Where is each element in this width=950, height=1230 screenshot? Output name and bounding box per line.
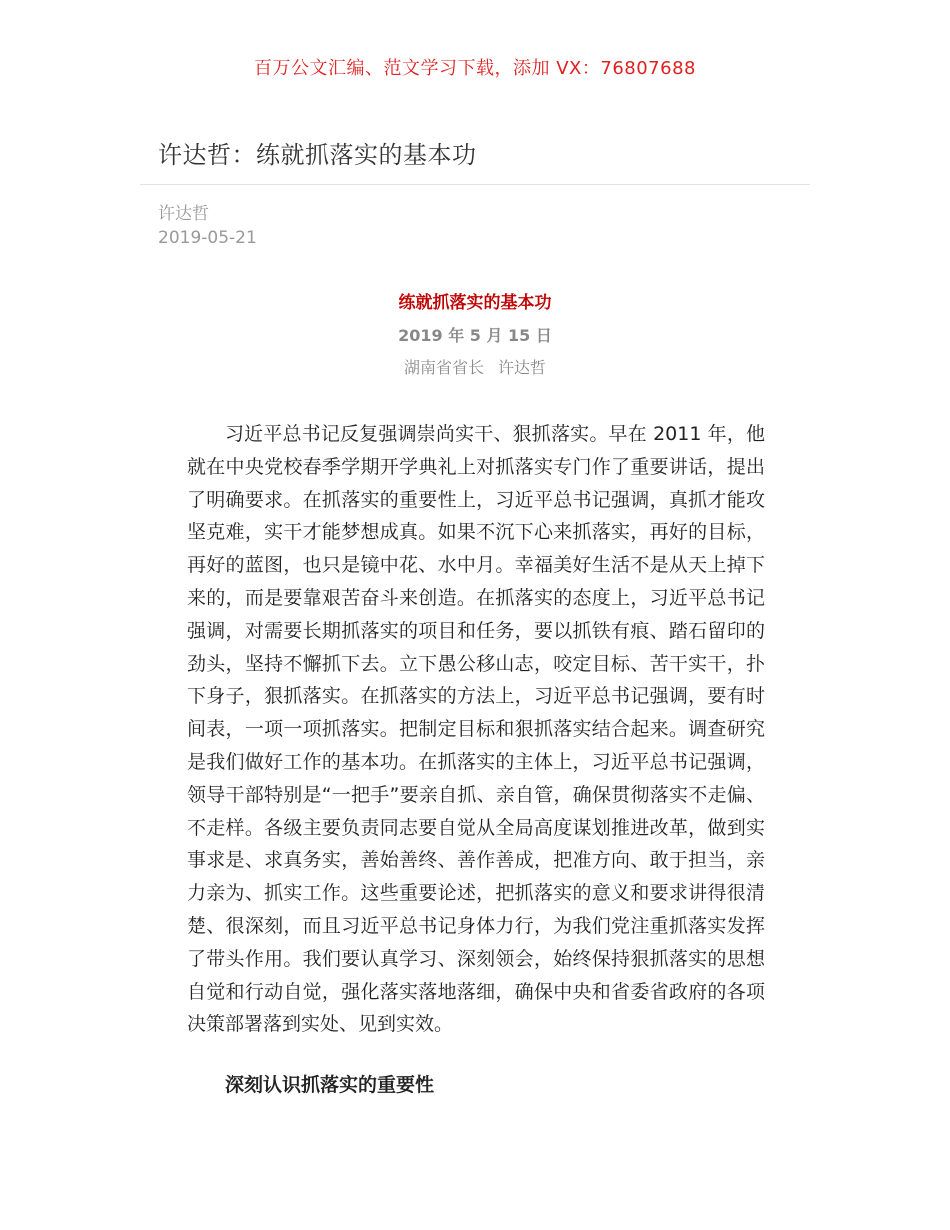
article-byline: [0, 357, 950, 379]
article-date: 2019 年 5 月 15 日: [398, 326, 552, 345]
article-body-paragraph: 习近平总书记反复强调崇尚实干、狠抓落实。早在 2011 年，他就在中央党校春季学期开学典礼上对抓落实专门作了重要讲话，提出了明确要求。在抓落实的重要性上，习近平总书记强调，真抓才能攻坚克难，实干才能梦想成真。如果不沉下心来抓落实，再好的目标，再好的蓝图，也只是镜中花、水中月。幸福美好生活不是从天上掉下来的，而是要靠艰苦奋斗来创造。在抓落实的态度上，习近平总书记强调，对需要长期抓落实的项目和任务，要以抓铁有痕、踏石留印的劲头，坚持不懈抓下去。立下愚公移山志，咬定目标、苦干实干，扑下身子，狠抓落实。在抓落实的方法上，习近平总书记强调，要有时间表，一项一项抓落实。把制定目标和狠抓落实结合起来。调查研究是我们做好工作的基本功。在抓落实的主体上，习近平总书记强调，领导干部特别是“一把手”要亲自抓、亲自管，确保贯彻落实不走偏、不走样。各级主要负责同志要自觉从全局高度谋划推进改革，做到实事求是、求真务实，善始善终、善作善成，把准方向、敢于担当，亲力亲为、抓实工作。这些重要论述，把抓落实的意义和要求讲得很清楚、很深刻，而且习近平总书记身体力行，为我们党注重抓落实发挥了带头作用。我们要认真学习、深刻领会，始终保持狠抓落实的思想自觉和行动自觉，强化落实落地落细，确保中央和省委省政府的各项决策部署落到实处、见到实效。: [187, 423, 765, 1036]
page-title: 许达哲：练就抓落实的基本功: [158, 141, 477, 169]
article-heading: 练就抓落实的基本功: [398, 293, 552, 313]
byline-name: 许达哲: [498, 358, 547, 377]
byline-role: 湖南省省长: [403, 358, 484, 377]
section-heading: 深刻认识抓落实的重要性: [225, 1074, 435, 1096]
title-divider: [140, 184, 810, 185]
promo-banner: 百万公文汇编、范文学习下载，添加 VX：76807688: [254, 58, 696, 79]
post-date: 2019-05-21: [158, 228, 257, 248]
post-author: 许达哲: [158, 204, 209, 224]
